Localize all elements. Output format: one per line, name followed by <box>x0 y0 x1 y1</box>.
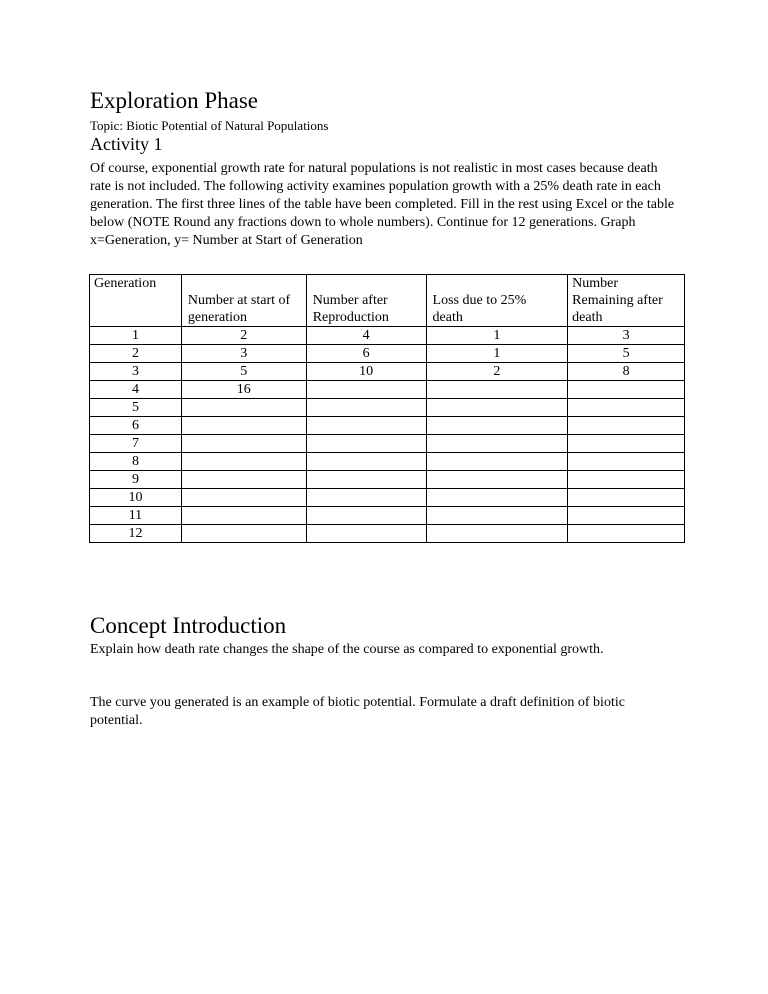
remaining-cell[interactable] <box>568 489 685 507</box>
loss-cell[interactable] <box>426 417 568 435</box>
start-cell[interactable] <box>181 489 306 507</box>
activity-heading: Activity 1 <box>90 134 163 154</box>
loss-cell[interactable] <box>426 471 568 489</box>
start-cell[interactable]: 2 <box>181 327 306 345</box>
header-generation <box>90 275 182 327</box>
header-number-remaining <box>568 275 685 327</box>
after-cell[interactable] <box>306 381 426 399</box>
loss-cell[interactable] <box>426 489 568 507</box>
start-cell[interactable] <box>181 471 306 489</box>
start-cell[interactable] <box>181 525 306 543</box>
table-row <box>90 381 685 399</box>
header-start-line2: generation <box>187 310 247 325</box>
generation-cell: 10 <box>90 489 182 507</box>
header-loss-line1: Loss due to 25% <box>432 293 527 308</box>
start-cell[interactable] <box>181 399 306 417</box>
generation-cell: 1 <box>90 327 182 345</box>
loss-cell[interactable] <box>426 507 568 525</box>
loss-cell[interactable] <box>426 435 568 453</box>
generation-cell: 9 <box>90 471 182 489</box>
remaining-cell[interactable]: 8 <box>568 363 685 381</box>
loss-cell[interactable]: 1 <box>426 327 568 345</box>
table-row <box>90 471 685 489</box>
generation-cell: 2 <box>90 345 182 363</box>
table-row <box>90 507 685 525</box>
table-row <box>90 417 685 435</box>
after-cell[interactable]: 6 <box>306 345 426 363</box>
remaining-cell[interactable] <box>568 417 685 435</box>
header-remaining-line1: Number <box>572 276 619 291</box>
loss-cell[interactable] <box>426 381 568 399</box>
generation-cell: 8 <box>90 453 182 471</box>
start-cell[interactable]: 5 <box>181 363 306 381</box>
after-cell[interactable] <box>306 471 426 489</box>
remaining-cell[interactable] <box>568 435 685 453</box>
header-remaining-line3: death <box>572 310 603 325</box>
table-row <box>90 525 685 543</box>
header-remaining-line2: Remaining after <box>572 293 663 308</box>
after-cell[interactable] <box>306 399 426 417</box>
start-cell[interactable] <box>181 507 306 525</box>
after-cell[interactable]: 4 <box>306 327 426 345</box>
start-cell[interactable] <box>181 453 306 471</box>
table-row <box>90 327 685 345</box>
header-after-line1: Number after <box>312 293 388 308</box>
start-cell[interactable] <box>181 435 306 453</box>
start-cell[interactable]: 3 <box>181 345 306 363</box>
header-generation-text: Generation <box>94 276 157 291</box>
topic-line: Topic: Biotic Potential of Natural Populations <box>90 118 329 133</box>
table-row <box>90 489 685 507</box>
after-cell[interactable]: 10 <box>306 363 426 381</box>
page-title: Exploration Phase <box>90 88 258 113</box>
after-cell[interactable] <box>306 435 426 453</box>
activity-instructions: Of course, exponential growth rate for natural populations is not realistic in most cases because death rate is not included. The following activity examines population growth with a 25% death rate in each generation. The first three lines of the table have been completed. Fill in the rest using Excel or the table below (NOTE Round any fractions down to whole numbers). Continue for 12 generations. Graph x=Generation, y= Number at Start of Generation <box>90 161 675 248</box>
remaining-cell[interactable] <box>568 453 685 471</box>
loss-cell[interactable] <box>426 525 568 543</box>
generation-cell: 11 <box>90 507 182 525</box>
remaining-cell[interactable]: 3 <box>568 327 685 345</box>
after-cell[interactable] <box>306 417 426 435</box>
after-cell[interactable] <box>306 453 426 471</box>
loss-cell[interactable] <box>426 399 568 417</box>
after-cell[interactable] <box>306 507 426 525</box>
loss-cell[interactable]: 1 <box>426 345 568 363</box>
start-cell[interactable]: 16 <box>181 381 306 399</box>
table-row <box>90 363 685 381</box>
generation-cell: 5 <box>90 399 182 417</box>
table-row <box>90 453 685 471</box>
header-loss-line2: death <box>432 310 463 325</box>
header-after-line2: Reproduction <box>312 310 389 325</box>
generation-cell: 7 <box>90 435 182 453</box>
loss-cell[interactable]: 2 <box>426 363 568 381</box>
generation-cell: 3 <box>90 363 182 381</box>
table-row <box>90 435 685 453</box>
remaining-cell[interactable] <box>568 399 685 417</box>
remaining-cell[interactable]: 5 <box>568 345 685 363</box>
concept-heading: Concept Introduction <box>90 613 287 638</box>
after-cell[interactable] <box>306 525 426 543</box>
table-row <box>90 399 685 417</box>
generation-cell: 4 <box>90 381 182 399</box>
remaining-cell[interactable] <box>568 381 685 399</box>
population-table <box>89 274 685 543</box>
header-start-line1: Number at start of <box>187 293 291 308</box>
generation-cell: 6 <box>90 417 182 435</box>
header-number-at-start <box>181 275 306 327</box>
table-row <box>90 345 685 363</box>
loss-cell[interactable] <box>426 453 568 471</box>
remaining-cell[interactable] <box>568 507 685 525</box>
header-loss <box>426 275 568 327</box>
start-cell[interactable] <box>181 417 306 435</box>
generation-cell: 12 <box>90 525 182 543</box>
question-biotic-potential: The curve you generated is an example of biotic potential. Formulate a draft definition of biotic potential. <box>90 695 625 728</box>
table-header-row <box>90 275 685 327</box>
question-death-rate: Explain how death rate changes the shape of the course as compared to exponential growth. <box>90 642 604 657</box>
header-number-after-reproduction <box>306 275 426 327</box>
remaining-cell[interactable] <box>568 525 685 543</box>
remaining-cell[interactable] <box>568 471 685 489</box>
after-cell[interactable] <box>306 489 426 507</box>
